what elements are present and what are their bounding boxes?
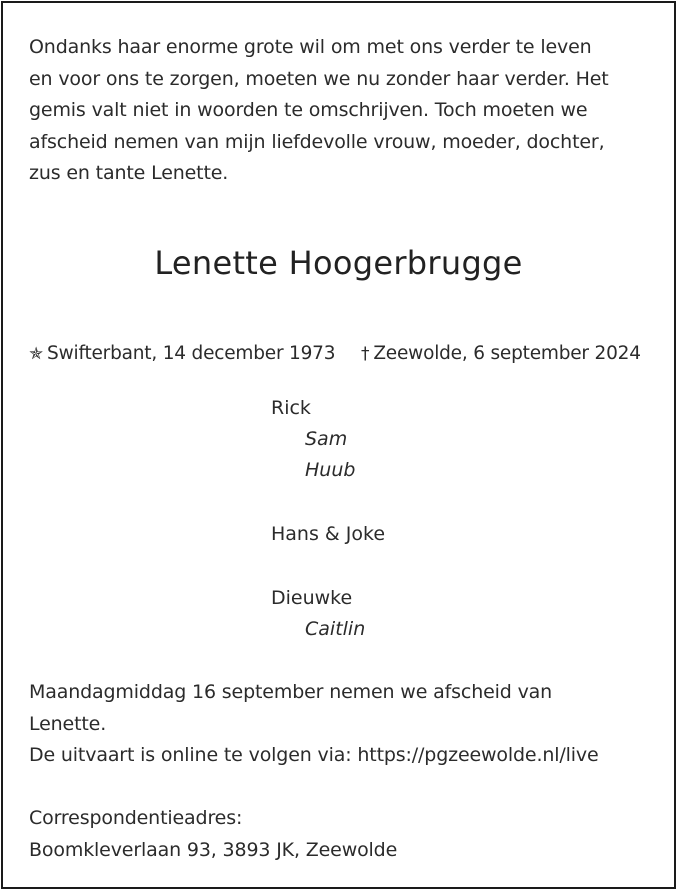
family-member: Rick	[271, 397, 311, 419]
deceased-name: Lenette Hoogerbrugge	[154, 244, 523, 282]
family-child: Caitlin	[305, 618, 366, 640]
death-notice	[1, 1, 676, 889]
intro-line: en voor ons te zorgen, moeten we nu zonder haar verder. Het	[29, 67, 609, 90]
death-line	[361, 339, 641, 369]
closing-spacer	[29, 772, 669, 804]
family-member: Dieuwke	[271, 587, 353, 609]
intro-line: afscheid nemen van mijn liefdevolle vrouw, moeder, dochter,	[29, 130, 605, 153]
cross-icon: †	[361, 344, 370, 364]
intro-text	[29, 32, 659, 190]
family-child: Huub	[305, 459, 356, 481]
birth-text: Swifterbant, 14 december 1973	[47, 343, 336, 364]
star-icon: ✯	[29, 344, 44, 364]
closing-line: Lenette.	[29, 712, 107, 735]
intro-line: Ondanks haar enorme grote wil om met ons verder te leven	[29, 36, 592, 58]
intro-line: gemis valt niet in woorden te omschrijven. Toch moeten we	[29, 99, 588, 121]
closing-line: Maandagmiddag 16 september nemen we afscheid van	[29, 681, 553, 703]
correspondence-label: Correspondentieadres:	[29, 807, 243, 829]
family-member: Hans & Joke	[271, 523, 386, 545]
closing-line: De uitvaart is online te volgen via: https://pgzeewolde.nl/live	[29, 744, 599, 766]
death-text: Zeewolde, 6 september 2024	[373, 343, 641, 364]
intro-line: zus en tante Lenette.	[29, 162, 229, 184]
closing-text	[29, 677, 669, 866]
family-child: Sam	[305, 428, 348, 450]
birth-line	[29, 339, 335, 369]
correspondence-address: Boomkleverlaan 93, 3893 JK, Zeewolde	[29, 838, 398, 861]
